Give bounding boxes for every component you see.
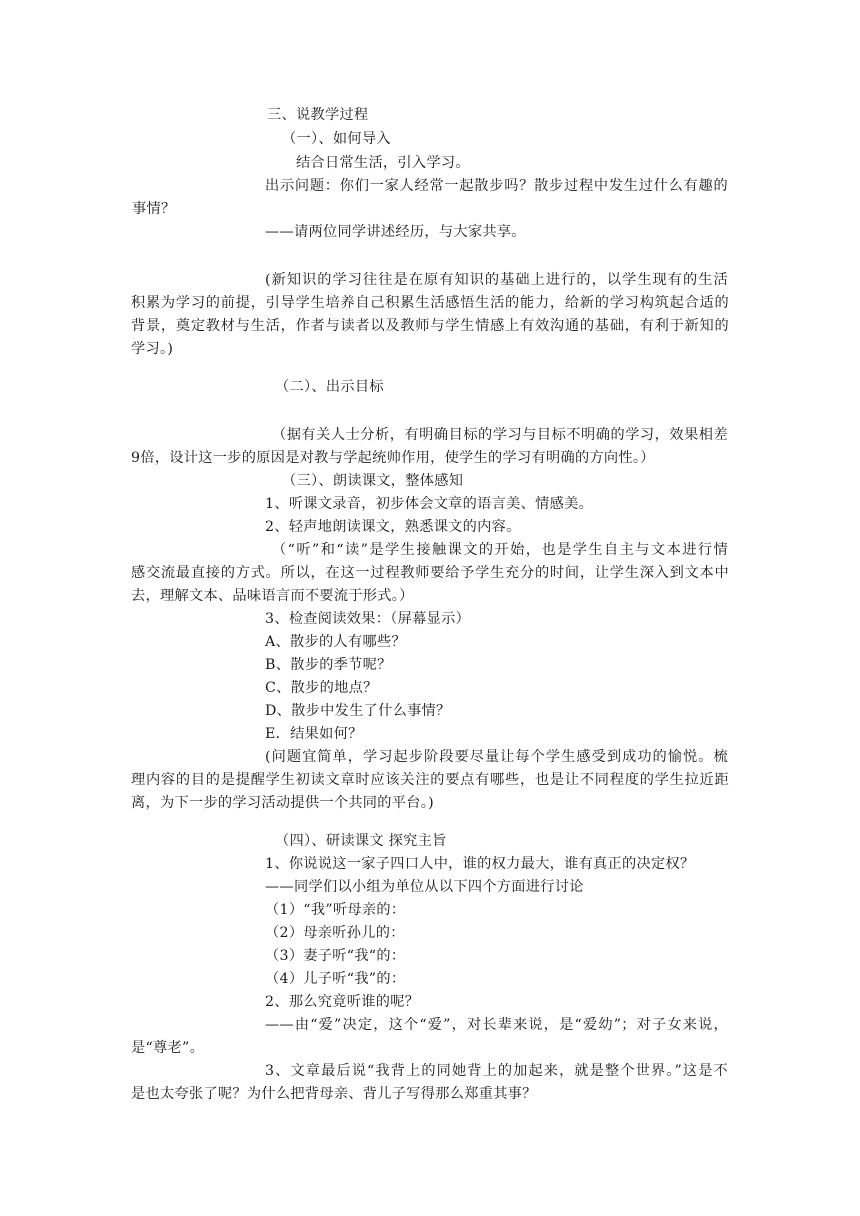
subheading-study-text: （四）、研读课文 探究主旨: [275, 833, 447, 849]
list-item: C、散步的地点？: [265, 680, 378, 696]
list-item: 3、文章最后说“我背上的同她背上的加起来，就是整个世界。”这是不: [265, 1063, 728, 1079]
text-line: 是也太夸张了呢？为什么把背母亲、背儿子写得那么郑重其事？: [131, 1086, 537, 1102]
list-item: 1、听课文录音，初步体会文章的语言美、情感美。: [265, 496, 594, 512]
list-item: 2、那么究竟听谁的呢？: [265, 994, 420, 1010]
list-item: 1、你说说这一家子四口人中，谁的权力最大，谁有真正的决定权？: [265, 856, 695, 872]
text-line: 结合日常生活，引入学习。: [296, 155, 470, 171]
text-line: 理内容的目的是提醒学生初读文章时应该关注的要点有哪些，也是让不同程度的学生拉近距: [131, 772, 729, 788]
text-line: (新知识的学习往往是在原有知识的基础上进行的，以学生现有的生活: [265, 272, 728, 288]
text-line: (问题宜简单，学习起步阶段要尽量让每个学生感受到成功的愉悦。梳: [265, 749, 728, 765]
text-line: 事情？: [132, 201, 176, 217]
list-item: A、散步的人有哪些？: [265, 634, 406, 650]
text-line: 背景，奠定教材与生活，作者与读者以及教师与学生情感上有效沟通的基础，有利于新知的: [131, 318, 729, 334]
list-item: （1）“我”听母亲的：: [265, 902, 406, 918]
text-line: 积累为学习的前提，引导学生培养自己积累生活感悟生活的能力，给新的学习构筑起合适的: [131, 295, 729, 311]
text-line: 9倍，设计这一步的原因是对教与学起统帅作用，使学生的学习有明确的方向性。）: [131, 450, 655, 466]
list-item: （4）儿子听“我”的：: [265, 971, 406, 987]
text-line: 学习。): [131, 341, 174, 357]
list-item: E．结果如何？: [265, 726, 363, 742]
list-item: D、散步中发生了什么事情？: [265, 703, 451, 719]
subheading-introduction: （一）、如何导入: [282, 131, 391, 147]
text-line: 是“尊老”。: [131, 1040, 205, 1056]
text-line: ——请两位同学讲述经历，与大家共享。: [265, 224, 526, 240]
text-line: ——同学们以小组为单位从以下四个方面进行讨论: [265, 879, 584, 895]
list-item: （3）妻子听“我“的：: [265, 948, 406, 964]
text-line: 离，为下一步的学习活动提供一个共同的平台。): [131, 795, 434, 811]
text-line: ——由“爱”决定，这个“爱”，对长辈来说，是“爱幼”；对子女来说，: [265, 1017, 728, 1033]
text-line: 去，理解文本、品味语言而不要流于形式。）: [131, 588, 414, 604]
subheading-objectives: （二）、出示目标: [275, 379, 384, 395]
list-item: 3、检查阅读效果：（屏幕显示）: [265, 611, 471, 627]
text-line: 出示问题：你们一家人经常一起散步吗？散步过程中发生过什么有趣的: [265, 178, 728, 194]
list-item: （2）母亲听孙儿的：: [265, 925, 405, 941]
text-line: （“听”和“读”是学生接触课文的开始，也是学生自主与文本进行情: [272, 542, 728, 558]
text-line: 感交流最直接的方式。所以，在这一过程教师要给予学生充分的时间，让学生深入到文本中: [131, 565, 729, 581]
text-line: （据有关人士分析，有明确目标的学习与目标不明确的学习，效果相差: [272, 427, 728, 443]
list-item: B、散步的季节呢？: [265, 657, 392, 673]
list-item: 2、轻声地朗读课文，熟悉课文的内容。: [265, 519, 521, 535]
section-heading-teaching-process: 三、说教学过程: [267, 107, 369, 123]
subheading-reading: （三）、朗读课文，整体感知: [282, 473, 464, 489]
